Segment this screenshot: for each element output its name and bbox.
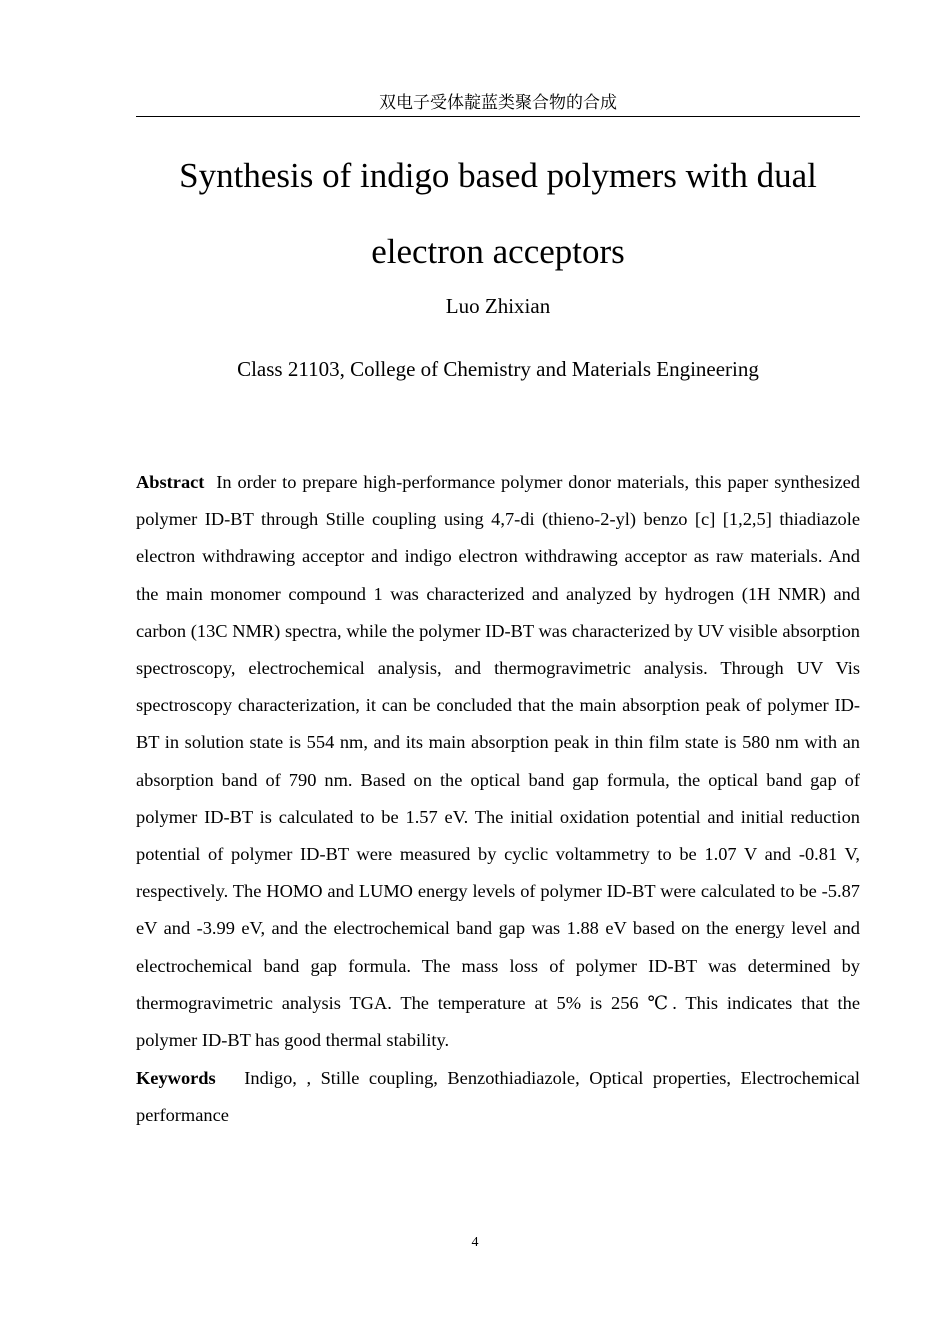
author-affiliation: Class 21103, College of Chemistry and Materials Engineering — [237, 357, 759, 381]
keywords-paragraph — [136, 1060, 860, 1134]
keywords-text: Indigo, , Stille coupling, Benzothiadiazole, Optical properties, Electrochemical performance — [136, 1068, 861, 1126]
abstract-paragraph — [136, 464, 860, 1059]
paper-title: Synthesis of indigo based polymers with dual electron acceptors — [179, 156, 817, 271]
running-header: 双电子受体靛蓝类聚合物的合成 — [136, 92, 860, 117]
author-name: Luo Zhixian — [445, 294, 551, 318]
page-number: 4 — [471, 1235, 479, 1250]
abstract-text: In order to prepare high-performance polymer donor materials, this paper synthesized polymer ID-BT through Stille coupling using 4,7-di (thieno-2-yl) benzo [c] [1,2,5] thiadiazole electron withdrawing acceptor and indigo electron withdrawing acceptor as raw materials. And the main monomer compound 1 was characterized and analyzed by hydrogen (1H NMR) and carbon (13C NMR) spectra, while the polymer ID-BT was characterized by UV visible absorption spectroscopy, electrochemical analysis, and thermogravimetric analysis. Through UV Vis spectroscopy characterization, it can be concluded that the main absorption peak of polymer ID-BT in solution state is 554 nm, and its main absorption peak in thin film state is 580 nm with an absorption band of 790 nm. Based on the optical band gap formula, the optical band gap of polymer ID-BT is calculated to be 1.57 eV. The initial oxidation potential and initial reduction potential of polymer ID-BT were measured by cyclic voltammetry to be 1.07 V and -0.81 V, respectively. The HOMO and LUMO energy levels of polymer ID-BT were calculated to be -5.87 eV and -3.99 eV, and the electrochemical band gap was 1.88 eV based on the energy level and electrochemical band gap formula. The mass loss of polymer ID-BT was determined by thermogravimetric analysis TGA. The temperature at 5% is 256 ℃. This indicates that the polymer ID-BT has good thermal stability. — [136, 472, 860, 1051]
abstract-label: Abstract — [136, 472, 205, 492]
keywords-label: Keywords — [136, 1068, 216, 1088]
